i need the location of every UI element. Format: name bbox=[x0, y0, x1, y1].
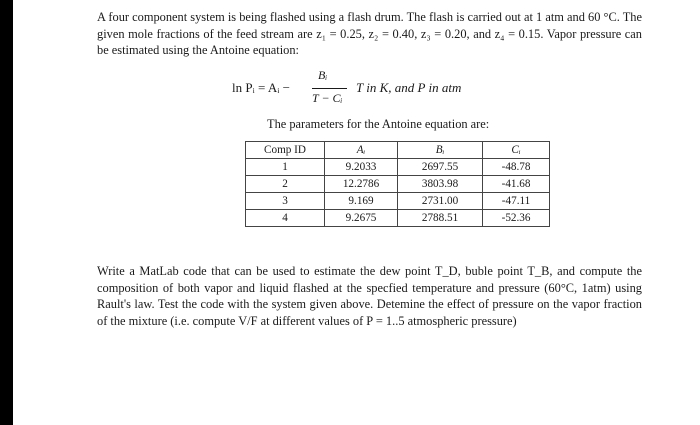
antoine-parameters-table bbox=[245, 141, 550, 227]
antoine-equation bbox=[232, 68, 532, 112]
cell-a: 9.2675 bbox=[325, 210, 398, 227]
table-row bbox=[246, 176, 550, 193]
cell-c: -47.11 bbox=[483, 193, 550, 210]
table-row bbox=[246, 193, 550, 210]
table-row bbox=[246, 159, 550, 176]
left-black-border bbox=[0, 0, 13, 425]
cell-comp-id: 1 bbox=[246, 159, 325, 176]
cell-a: 9.2033 bbox=[325, 159, 398, 176]
cell-b: 3803.98 bbox=[397, 176, 482, 193]
header-c: Cᵢ bbox=[483, 142, 550, 159]
task-description: Write a MatLab code that can be used to estimate the dew point T_D, buble point T_B, and compute the composition of both vapor and liquid flashed at the specfied temperature and pressure (60°C, 1atm) using Rault's law. Test the code with the system given above. Detemine the effect of pressure on the vapor fraction of the mixture (i.e. compute V/F at different values of P = 1..5 atmospheric pressure) bbox=[97, 264, 642, 328]
equation-denominator: T − Cᵢ bbox=[312, 91, 343, 105]
cell-b: 2788.51 bbox=[397, 210, 482, 227]
cell-a: 12.2786 bbox=[325, 176, 398, 193]
cell-c: -48.78 bbox=[483, 159, 550, 176]
cell-b: 2697.55 bbox=[397, 159, 482, 176]
cell-comp-id: 4 bbox=[246, 210, 325, 227]
header-b: Bᵢ bbox=[397, 142, 482, 159]
problem-intro: A four component system is being flashed using a flash drum. The flash is carried out at 1 atm and 60 °C. The given mole fractions of the feed stream are z₁ = 0.25, z₂ = 0.40, z₃ = 0.20, and z₄ = 0.15. Vapor pressure can be estimated using the Antoine equation: bbox=[97, 10, 642, 58]
cell-c: -41.68 bbox=[483, 176, 550, 193]
cell-c: -52.36 bbox=[483, 210, 550, 227]
header-comp-id: Comp ID bbox=[246, 142, 325, 159]
equation-lhs: ln Pᵢ = Aᵢ − bbox=[232, 80, 290, 95]
cell-a: 9.169 bbox=[325, 193, 398, 210]
table-row bbox=[246, 210, 550, 227]
equation-units-note: T in K, and P in atm bbox=[356, 80, 462, 95]
table-caption: The parameters for the Antoine equation are: bbox=[267, 117, 490, 131]
equation-numerator: Bᵢ bbox=[318, 68, 328, 82]
cell-b: 2731.00 bbox=[397, 193, 482, 210]
cell-comp-id: 2 bbox=[246, 176, 325, 193]
cell-comp-id: 3 bbox=[246, 193, 325, 210]
header-a: Aᵢ bbox=[325, 142, 398, 159]
table-header-row bbox=[246, 142, 550, 159]
fraction-bar bbox=[312, 88, 347, 89]
